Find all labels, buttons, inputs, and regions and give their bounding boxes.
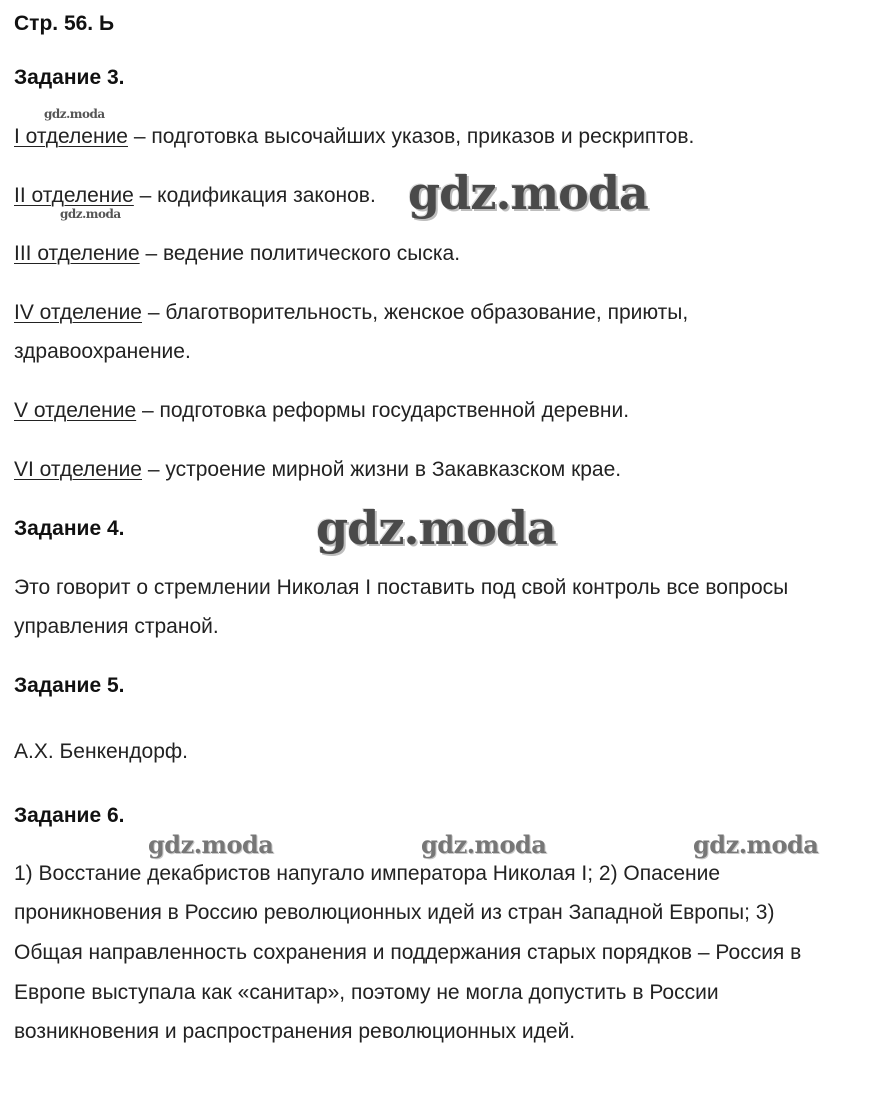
task3-item-5-text: – подготовка реформы государственной деревни. (136, 399, 630, 422)
task4-line-2: управления страной. (14, 615, 219, 638)
task3-item-5-term: V отделение (14, 399, 137, 422)
task3-heading: Задание 3. (14, 66, 125, 89)
task3-item-6 (14, 458, 621, 482)
task3-item-6-text: – устроение мирной жизни в Закавказском крае. (142, 458, 622, 481)
task3-item-2-term: II отделение (14, 184, 134, 207)
task6-line-3: Общая направленность сохранения и поддержания старых порядков – Россия в (14, 941, 802, 964)
task3-item-6-term: VI отделение (14, 458, 142, 481)
task5-answer: А.Х. Бенкендорф. (14, 740, 188, 763)
task3-item-3 (14, 242, 460, 266)
page-header: Стр. 56. Ь (14, 12, 115, 35)
watermark-big-1: gdz.moda (408, 166, 648, 220)
watermark-big-2: gdz.moda (316, 501, 556, 555)
task3-item-1-term: I отделение (14, 125, 128, 148)
task6-line-5: возникновения и распространения революционных идей. (14, 1020, 576, 1043)
task3-item-2-text: – кодификация законов. (133, 184, 376, 207)
task3-item-4 (14, 301, 688, 325)
task3-item-4-continuation: здравоохранение. (14, 340, 191, 363)
watermark-med-2: gdz.moda (421, 830, 547, 859)
watermark-med-1: gdz.moda (148, 830, 274, 859)
watermark-small-1: gdz.moda (44, 107, 105, 121)
task6-line-4: Европе выступала как «санитар», поэтому не могла допустить в России (14, 981, 719, 1004)
task4-line-1: Это говорит о стремлении Николая I поставить под свой контроль все вопросы (14, 576, 789, 599)
task3-item-3-term: III отделение (14, 242, 140, 265)
task5-heading: Задание 5. (14, 674, 125, 697)
task3-item-4-text: – благотворительность, женское образование, приюты, (142, 301, 689, 324)
watermark-small-2: gdz.moda (60, 207, 121, 221)
task3-item-1-text: – подготовка высочайших указов, приказов и рескриптов. (127, 125, 695, 148)
watermark-med-3: gdz.moda (693, 830, 819, 859)
task3-item-1 (14, 125, 694, 149)
task4-heading: Задание 4. (14, 517, 125, 540)
task6-line-2: проникновения в Россию революционных идей из стран Западной Европы; 3) (14, 901, 775, 924)
task3-item-2 (14, 184, 376, 208)
task3-item-4-term: IV отделение (14, 301, 142, 324)
task6-line-1: 1) Восстание декабристов напугало императора Николая I; 2) Опасение (14, 862, 721, 885)
task3-item-5 (14, 399, 629, 423)
task6-heading: Задание 6. (14, 804, 125, 827)
task3-item-3-text: – ведение политического сыска. (139, 242, 461, 265)
